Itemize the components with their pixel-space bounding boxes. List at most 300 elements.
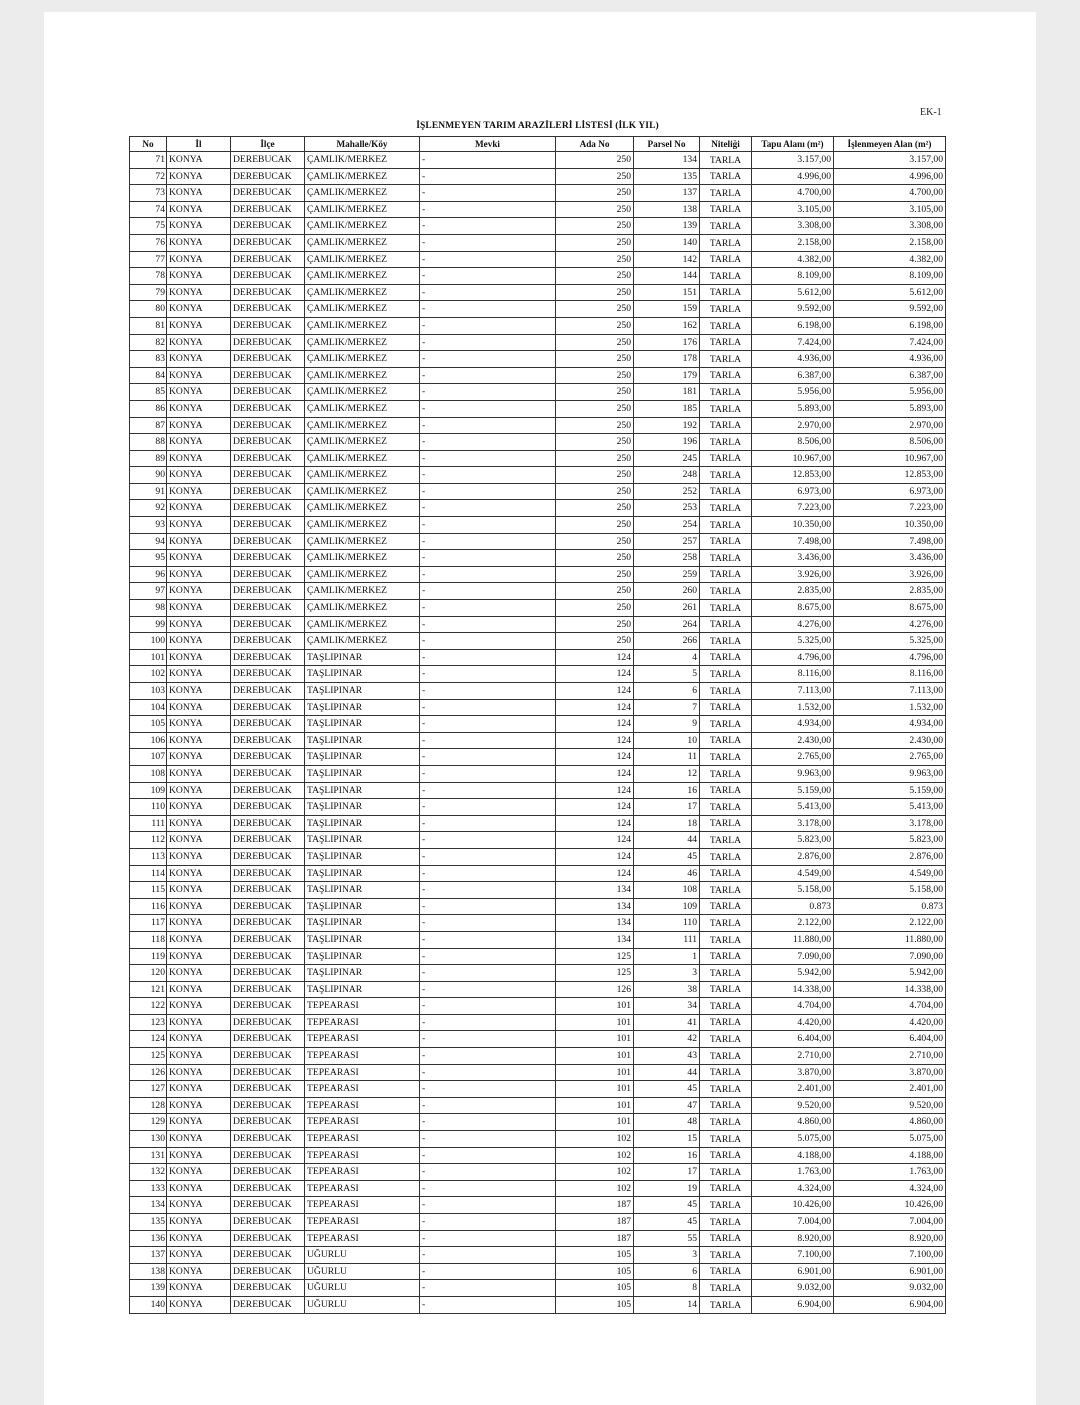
cell-islenmeyen-alan: 6.973,00 <box>834 483 946 500</box>
cell-niteligi: TARLA <box>700 467 752 484</box>
cell-mahalle: TEPEARASI <box>305 1014 420 1031</box>
cell-no: 94 <box>130 533 167 550</box>
cell-mahalle: ÇAMLIK/MERKEZ <box>305 517 420 534</box>
cell-parsel-no: 142 <box>634 251 700 268</box>
cell-mevki: - <box>420 965 556 982</box>
cell-mevki: - <box>420 317 556 334</box>
cell-ilce: DEREBUCAK <box>231 931 305 948</box>
cell-mahalle: ÇAMLIK/MERKEZ <box>305 168 420 185</box>
cell-niteligi: TARLA <box>700 1097 752 1114</box>
cell-mahalle: ÇAMLIK/MERKEZ <box>305 400 420 417</box>
cell-tapu-alani: 6.387,00 <box>752 367 834 384</box>
cell-il: KONYA <box>167 1014 231 1031</box>
cell-tapu-alani: 2.401,00 <box>752 1081 834 1098</box>
cell-niteligi: TARLA <box>700 367 752 384</box>
cell-ilce: DEREBUCAK <box>231 268 305 285</box>
cell-niteligi: TARLA <box>700 317 752 334</box>
table-row <box>130 749 946 766</box>
cell-parsel-no: 5 <box>634 666 700 683</box>
cell-niteligi: TARLA <box>700 251 752 268</box>
cell-islenmeyen-alan: 7.424,00 <box>834 334 946 351</box>
cell-ada-no: 187 <box>556 1197 634 1214</box>
cell-mahalle: TAŞLIPINAR <box>305 848 420 865</box>
cell-no: 78 <box>130 268 167 285</box>
cell-parsel-no: 19 <box>634 1180 700 1197</box>
header-parsel-no: Parsel No <box>634 137 700 152</box>
cell-parsel-no: 137 <box>634 185 700 202</box>
cell-islenmeyen-alan: 7.223,00 <box>834 500 946 517</box>
cell-ada-no: 250 <box>556 550 634 567</box>
cell-mevki: - <box>420 1247 556 1264</box>
table-row <box>130 616 946 633</box>
cell-ilce: DEREBUCAK <box>231 334 305 351</box>
cell-il: KONYA <box>167 434 231 451</box>
cell-tapu-alani: 5.075,00 <box>752 1131 834 1148</box>
cell-no: 134 <box>130 1197 167 1214</box>
cell-ada-no: 101 <box>556 1048 634 1065</box>
cell-parsel-no: 44 <box>634 832 700 849</box>
cell-il: KONYA <box>167 201 231 218</box>
cell-mahalle: TEPEARASI <box>305 1164 420 1181</box>
cell-niteligi: TARLA <box>700 1147 752 1164</box>
table-row <box>130 782 946 799</box>
cell-mahalle: TAŞLIPINAR <box>305 832 420 849</box>
cell-ilce: DEREBUCAK <box>231 1147 305 1164</box>
cell-ilce: DEREBUCAK <box>231 317 305 334</box>
cell-ilce: DEREBUCAK <box>231 1247 305 1264</box>
cell-parsel-no: 45 <box>634 1214 700 1231</box>
cell-islenmeyen-alan: 4.700,00 <box>834 185 946 202</box>
cell-parsel-no: 258 <box>634 550 700 567</box>
cell-parsel-no: 134 <box>634 152 700 169</box>
table-row <box>130 600 946 617</box>
cell-ada-no: 250 <box>556 450 634 467</box>
cell-ada-no: 250 <box>556 334 634 351</box>
cell-niteligi: TARLA <box>700 1296 752 1313</box>
land-list-table <box>129 136 946 1314</box>
cell-niteligi: TARLA <box>700 848 752 865</box>
cell-parsel-no: 45 <box>634 1081 700 1098</box>
cell-no: 128 <box>130 1097 167 1114</box>
cell-il: KONYA <box>167 533 231 550</box>
cell-il: KONYA <box>167 467 231 484</box>
cell-parsel-no: 38 <box>634 981 700 998</box>
cell-no: 92 <box>130 500 167 517</box>
table-row <box>130 898 946 915</box>
cell-mevki: - <box>420 815 556 832</box>
cell-ada-no: 187 <box>556 1214 634 1231</box>
cell-il: KONYA <box>167 948 231 965</box>
cell-il: KONYA <box>167 616 231 633</box>
cell-niteligi: TARLA <box>700 400 752 417</box>
cell-niteligi: TARLA <box>700 450 752 467</box>
cell-no: 136 <box>130 1230 167 1247</box>
cell-ilce: DEREBUCAK <box>231 965 305 982</box>
cell-niteligi: TARLA <box>700 799 752 816</box>
cell-tapu-alani: 7.090,00 <box>752 948 834 965</box>
cell-islenmeyen-alan: 4.996,00 <box>834 168 946 185</box>
cell-mahalle: TEPEARASI <box>305 1048 420 1065</box>
cell-tapu-alani: 3.308,00 <box>752 218 834 235</box>
cell-mahalle: ÇAMLIK/MERKEZ <box>305 550 420 567</box>
cell-niteligi: TARLA <box>700 898 752 915</box>
cell-islenmeyen-alan: 11.880,00 <box>834 931 946 948</box>
cell-mahalle: TAŞLIPINAR <box>305 765 420 782</box>
cell-niteligi: TARLA <box>700 732 752 749</box>
cell-ilce: DEREBUCAK <box>231 450 305 467</box>
cell-ilce: DEREBUCAK <box>231 832 305 849</box>
cell-ada-no: 134 <box>556 882 634 899</box>
cell-no: 83 <box>130 351 167 368</box>
cell-ilce: DEREBUCAK <box>231 1114 305 1131</box>
cell-islenmeyen-alan: 8.116,00 <box>834 666 946 683</box>
cell-parsel-no: 4 <box>634 649 700 666</box>
cell-ada-no: 250 <box>556 367 634 384</box>
cell-no: 76 <box>130 234 167 251</box>
cell-mevki: - <box>420 1214 556 1231</box>
cell-il: KONYA <box>167 732 231 749</box>
cell-islenmeyen-alan: 3.308,00 <box>834 218 946 235</box>
cell-tapu-alani: 12.853,00 <box>752 467 834 484</box>
cell-parsel-no: 55 <box>634 1230 700 1247</box>
cell-niteligi: TARLA <box>700 152 752 169</box>
header-ada-no: Ada No <box>556 137 634 152</box>
cell-parsel-no: 179 <box>634 367 700 384</box>
cell-ilce: DEREBUCAK <box>231 716 305 733</box>
cell-no: 89 <box>130 450 167 467</box>
cell-mahalle: ÇAMLIK/MERKEZ <box>305 616 420 633</box>
table-row <box>130 1048 946 1065</box>
cell-ilce: DEREBUCAK <box>231 1081 305 1098</box>
cell-ilce: DEREBUCAK <box>231 699 305 716</box>
cell-mevki: - <box>420 1048 556 1065</box>
table-row <box>130 251 946 268</box>
cell-niteligi: TARLA <box>700 915 752 932</box>
cell-ada-no: 250 <box>556 616 634 633</box>
cell-niteligi: TARLA <box>700 533 752 550</box>
cell-niteligi: TARLA <box>700 1131 752 1148</box>
cell-mevki: - <box>420 1263 556 1280</box>
cell-islenmeyen-alan: 3.178,00 <box>834 815 946 832</box>
cell-il: KONYA <box>167 1180 231 1197</box>
cell-niteligi: TARLA <box>700 434 752 451</box>
cell-mevki: - <box>420 1014 556 1031</box>
cell-il: KONYA <box>167 450 231 467</box>
cell-islenmeyen-alan: 3.105,00 <box>834 201 946 218</box>
cell-ilce: DEREBUCAK <box>231 384 305 401</box>
cell-il: KONYA <box>167 600 231 617</box>
cell-il: KONYA <box>167 799 231 816</box>
cell-parsel-no: 43 <box>634 1048 700 1065</box>
cell-islenmeyen-alan: 7.100,00 <box>834 1247 946 1264</box>
cell-mevki: - <box>420 301 556 318</box>
table-row <box>130 1014 946 1031</box>
cell-islenmeyen-alan: 4.324,00 <box>834 1180 946 1197</box>
cell-mevki: - <box>420 467 556 484</box>
cell-mahalle: TAŞLIPINAR <box>305 699 420 716</box>
cell-islenmeyen-alan: 8.506,00 <box>834 434 946 451</box>
cell-tapu-alani: 2.710,00 <box>752 1048 834 1065</box>
cell-mevki: - <box>420 168 556 185</box>
cell-mahalle: TAŞLIPINAR <box>305 716 420 733</box>
cell-mevki: - <box>420 865 556 882</box>
cell-ilce: DEREBUCAK <box>231 633 305 650</box>
cell-mahalle: ÇAMLIK/MERKEZ <box>305 417 420 434</box>
cell-tapu-alani: 4.382,00 <box>752 251 834 268</box>
cell-parsel-no: 151 <box>634 284 700 301</box>
cell-ilce: DEREBUCAK <box>231 467 305 484</box>
cell-islenmeyen-alan: 3.157,00 <box>834 152 946 169</box>
cell-ada-no: 102 <box>556 1180 634 1197</box>
cell-islenmeyen-alan: 6.904,00 <box>834 1296 946 1313</box>
cell-ilce: DEREBUCAK <box>231 1014 305 1031</box>
cell-mevki: - <box>420 334 556 351</box>
cell-ada-no: 250 <box>556 201 634 218</box>
cell-tapu-alani: 7.113,00 <box>752 683 834 700</box>
cell-ilce: DEREBUCAK <box>231 1280 305 1297</box>
cell-il: KONYA <box>167 1164 231 1181</box>
cell-niteligi: TARLA <box>700 417 752 434</box>
cell-no: 130 <box>130 1131 167 1148</box>
cell-il: KONYA <box>167 400 231 417</box>
cell-il: KONYA <box>167 317 231 334</box>
cell-il: KONYA <box>167 1031 231 1048</box>
cell-ada-no: 134 <box>556 915 634 932</box>
cell-tapu-alani: 5.823,00 <box>752 832 834 849</box>
cell-ilce: DEREBUCAK <box>231 1296 305 1313</box>
cell-niteligi: TARLA <box>700 185 752 202</box>
cell-parsel-no: 17 <box>634 1164 700 1181</box>
cell-islenmeyen-alan: 12.853,00 <box>834 467 946 484</box>
cell-mevki: - <box>420 417 556 434</box>
cell-parsel-no: 248 <box>634 467 700 484</box>
cell-mevki: - <box>420 1114 556 1131</box>
cell-mahalle: TAŞLIPINAR <box>305 815 420 832</box>
cell-il: KONYA <box>167 649 231 666</box>
cell-mevki: - <box>420 566 556 583</box>
cell-parsel-no: 185 <box>634 400 700 417</box>
table-row <box>130 683 946 700</box>
cell-niteligi: TARLA <box>700 948 752 965</box>
cell-islenmeyen-alan: 2.401,00 <box>834 1081 946 1098</box>
cell-mahalle: TAŞLIPINAR <box>305 749 420 766</box>
cell-niteligi: TARLA <box>700 765 752 782</box>
cell-mahalle: TEPEARASI <box>305 1180 420 1197</box>
cell-mahalle: ÇAMLIK/MERKEZ <box>305 218 420 235</box>
cell-no: 98 <box>130 600 167 617</box>
cell-islenmeyen-alan: 2.835,00 <box>834 583 946 600</box>
cell-ada-no: 250 <box>556 251 634 268</box>
cell-mahalle: TAŞLIPINAR <box>305 683 420 700</box>
cell-ilce: DEREBUCAK <box>231 152 305 169</box>
cell-islenmeyen-alan: 7.498,00 <box>834 533 946 550</box>
cell-mevki: - <box>420 517 556 534</box>
table-row <box>130 915 946 932</box>
cell-ilce: DEREBUCAK <box>231 367 305 384</box>
cell-no: 131 <box>130 1147 167 1164</box>
cell-tapu-alani: 4.188,00 <box>752 1147 834 1164</box>
cell-mahalle: TAŞLIPINAR <box>305 782 420 799</box>
cell-islenmeyen-alan: 14.338,00 <box>834 981 946 998</box>
cell-mevki: - <box>420 915 556 932</box>
cell-mevki: - <box>420 998 556 1015</box>
cell-ilce: DEREBUCAK <box>231 301 305 318</box>
cell-ilce: DEREBUCAK <box>231 649 305 666</box>
cell-il: KONYA <box>167 1230 231 1247</box>
cell-niteligi: TARLA <box>700 716 752 733</box>
cell-tapu-alani: 5.956,00 <box>752 384 834 401</box>
cell-tapu-alani: 6.901,00 <box>752 1263 834 1280</box>
cell-islenmeyen-alan: 2.765,00 <box>834 749 946 766</box>
cell-islenmeyen-alan: 5.612,00 <box>834 284 946 301</box>
cell-islenmeyen-alan: 9.592,00 <box>834 301 946 318</box>
cell-ada-no: 250 <box>556 218 634 235</box>
cell-mahalle: ÇAMLIK/MERKEZ <box>305 434 420 451</box>
cell-ilce: DEREBUCAK <box>231 400 305 417</box>
cell-tapu-alani: 3.157,00 <box>752 152 834 169</box>
cell-ilce: DEREBUCAK <box>231 434 305 451</box>
table-row <box>130 848 946 865</box>
cell-niteligi: TARLA <box>700 284 752 301</box>
table-row <box>130 168 946 185</box>
cell-mahalle: UĞURLU <box>305 1263 420 1280</box>
cell-il: KONYA <box>167 699 231 716</box>
cell-mevki: - <box>420 948 556 965</box>
cell-ada-no: 101 <box>556 1114 634 1131</box>
cell-no: 127 <box>130 1081 167 1098</box>
cell-ilce: DEREBUCAK <box>231 1230 305 1247</box>
table-row <box>130 1296 946 1313</box>
cell-tapu-alani: 1.763,00 <box>752 1164 834 1181</box>
cell-ilce: DEREBUCAK <box>231 815 305 832</box>
table-row <box>130 1263 946 1280</box>
cell-ilce: DEREBUCAK <box>231 168 305 185</box>
cell-ilce: DEREBUCAK <box>231 998 305 1015</box>
cell-islenmeyen-alan: 4.382,00 <box>834 251 946 268</box>
cell-mahalle: ÇAMLIK/MERKEZ <box>305 483 420 500</box>
table-row <box>130 649 946 666</box>
header-islenmeyen-alan: İşlenmeyen Alan (m²) <box>834 137 946 152</box>
table-row <box>130 1031 946 1048</box>
cell-islenmeyen-alan: 9.963,00 <box>834 765 946 782</box>
cell-parsel-no: 139 <box>634 218 700 235</box>
table-row <box>130 1097 946 1114</box>
cell-il: KONYA <box>167 1131 231 1148</box>
cell-parsel-no: 3 <box>634 1247 700 1264</box>
cell-ilce: DEREBUCAK <box>231 351 305 368</box>
cell-tapu-alani: 7.004,00 <box>752 1214 834 1231</box>
cell-parsel-no: 14 <box>634 1296 700 1313</box>
cell-il: KONYA <box>167 351 231 368</box>
cell-islenmeyen-alan: 8.675,00 <box>834 600 946 617</box>
table-row <box>130 550 946 567</box>
cell-niteligi: TARLA <box>700 1164 752 1181</box>
cell-parsel-no: 41 <box>634 1014 700 1031</box>
cell-il: KONYA <box>167 1097 231 1114</box>
cell-niteligi: TARLA <box>700 384 752 401</box>
cell-ada-no: 101 <box>556 998 634 1015</box>
cell-islenmeyen-alan: 7.113,00 <box>834 683 946 700</box>
table-row <box>130 882 946 899</box>
cell-ada-no: 124 <box>556 716 634 733</box>
cell-niteligi: TARLA <box>700 1247 752 1264</box>
cell-parsel-no: 259 <box>634 566 700 583</box>
cell-parsel-no: 196 <box>634 434 700 451</box>
cell-niteligi: TARLA <box>700 201 752 218</box>
cell-niteligi: TARLA <box>700 1280 752 1297</box>
cell-mahalle: TEPEARASI <box>305 1230 420 1247</box>
table-row <box>130 351 946 368</box>
cell-parsel-no: 178 <box>634 351 700 368</box>
cell-no: 132 <box>130 1164 167 1181</box>
cell-mahalle: ÇAMLIK/MERKEZ <box>305 301 420 318</box>
cell-ada-no: 250 <box>556 168 634 185</box>
cell-no: 86 <box>130 400 167 417</box>
cell-niteligi: TARLA <box>700 218 752 235</box>
cell-mahalle: TEPEARASI <box>305 1147 420 1164</box>
cell-tapu-alani: 2.765,00 <box>752 749 834 766</box>
cell-ilce: DEREBUCAK <box>231 1131 305 1148</box>
cell-ada-no: 124 <box>556 799 634 816</box>
cell-il: KONYA <box>167 882 231 899</box>
cell-no: 117 <box>130 915 167 932</box>
cell-mevki: - <box>420 1097 556 1114</box>
cell-mevki: - <box>420 1164 556 1181</box>
cell-tapu-alani: 3.178,00 <box>752 815 834 832</box>
cell-mevki: - <box>420 218 556 235</box>
cell-ada-no: 250 <box>556 500 634 517</box>
cell-niteligi: TARLA <box>700 234 752 251</box>
table-row <box>130 566 946 583</box>
cell-mahalle: TEPEARASI <box>305 1031 420 1048</box>
cell-mevki: - <box>420 367 556 384</box>
table-row <box>130 517 946 534</box>
cell-tapu-alani: 8.920,00 <box>752 1230 834 1247</box>
cell-islenmeyen-alan: 4.549,00 <box>834 865 946 882</box>
table-row <box>130 1180 946 1197</box>
cell-ada-no: 134 <box>556 931 634 948</box>
cell-no: 122 <box>130 998 167 1015</box>
cell-tapu-alani: 1.532,00 <box>752 699 834 716</box>
cell-mahalle: ÇAMLIK/MERKEZ <box>305 583 420 600</box>
cell-no: 113 <box>130 848 167 865</box>
cell-parsel-no: 8 <box>634 1280 700 1297</box>
cell-niteligi: TARLA <box>700 517 752 534</box>
cell-ada-no: 250 <box>556 185 634 202</box>
cell-no: 110 <box>130 799 167 816</box>
cell-mevki: - <box>420 434 556 451</box>
cell-no: 112 <box>130 832 167 849</box>
cell-mahalle: TEPEARASI <box>305 1197 420 1214</box>
cell-tapu-alani: 5.159,00 <box>752 782 834 799</box>
cell-il: KONYA <box>167 1247 231 1264</box>
cell-mahalle: UĞURLU <box>305 1296 420 1313</box>
cell-mahalle: UĞURLU <box>305 1280 420 1297</box>
cell-no: 108 <box>130 765 167 782</box>
cell-parsel-no: 159 <box>634 301 700 318</box>
cell-niteligi: TARLA <box>700 998 752 1015</box>
table-row <box>130 417 946 434</box>
cell-mahalle: TAŞLIPINAR <box>305 898 420 915</box>
table-row <box>130 301 946 318</box>
cell-tapu-alani: 10.350,00 <box>752 517 834 534</box>
cell-parsel-no: 257 <box>634 533 700 550</box>
cell-tapu-alani: 4.324,00 <box>752 1180 834 1197</box>
cell-mahalle: TEPEARASI <box>305 1214 420 1231</box>
cell-islenmeyen-alan: 4.704,00 <box>834 998 946 1015</box>
cell-ada-no: 250 <box>556 566 634 583</box>
cell-niteligi: TARLA <box>700 500 752 517</box>
